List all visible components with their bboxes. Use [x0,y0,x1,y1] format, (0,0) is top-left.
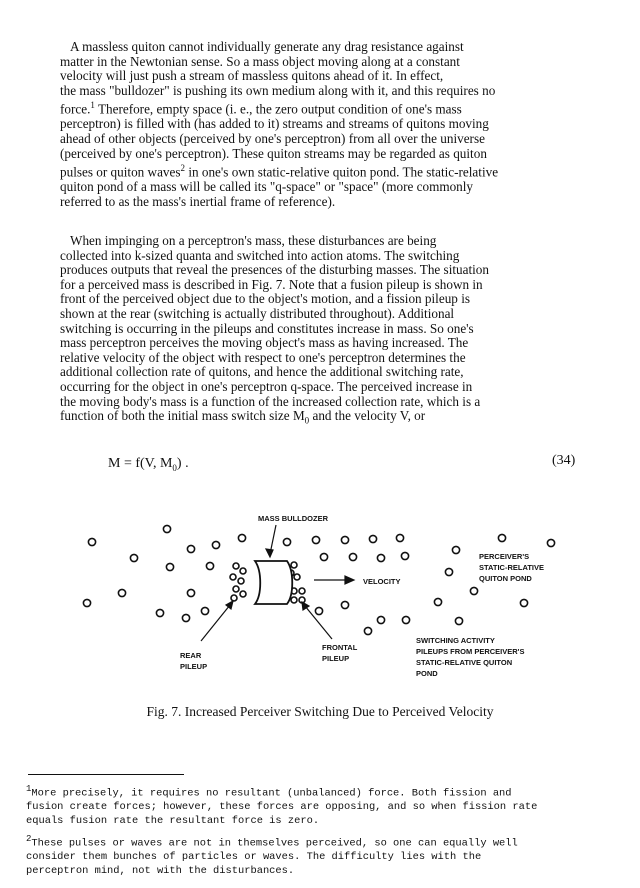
quiton-circle [434,598,441,605]
footnote-ref-1[interactable]: 1 [90,100,95,111]
text-fragment: function of both the initial mass switch size M [60,408,305,424]
quiton-circle [520,599,527,606]
quiton-circle [201,607,208,614]
quiton-circle [233,586,239,592]
quiton-circle [470,587,477,594]
text-fragment: and the velocity V, or [309,408,426,424]
text-fragment: in one's own static-relative quiton pond. The static-relative [185,164,499,180]
label-switching-activity: STATIC-RELATIVE QUITON [416,658,513,667]
mass-object-shape [255,561,292,604]
figure-7 [0,505,640,695]
quiton-circle [163,525,170,532]
subscript: 0 [172,462,177,473]
text-line: A massless quiton cannot individually generate any drag resistance against [70,39,464,54]
equation [108,456,189,473]
quiton-circle [83,599,90,606]
text-line: perceptron) is filled with (has added to it) streams and streams of quitons moving [60,116,489,132]
quiton-circle [452,546,459,553]
quiton-circle [402,616,409,623]
quiton-circle [212,541,219,548]
quiton-circle [240,568,246,574]
label-switching-activity: PILEUPS FROM PERCEIVER'S [416,647,525,656]
label-perceivers-pond: QUITON POND [479,574,532,583]
quiton-circle [118,589,125,596]
equation-text: ) . [176,456,189,471]
text-line: collected into k-sized quanta and switched into action atoms. The switching [60,247,460,263]
text-line: switching is occurring in the pileups and constitutes increase in mass. So one's [60,320,474,336]
text-fragment: force. [60,101,91,117]
footnote-mark: 2 [26,834,32,844]
quiton-circle [547,539,554,546]
quiton-circle [294,574,300,580]
quiton-circle [312,536,319,543]
text-line: relative velocity of the object with respect to one's perceptron determines the [60,349,466,365]
quiton-circle [401,552,408,559]
text-line: When impinging on a perceptron's mass, these disturbances are being [70,233,437,248]
text-line: (perceived by one's perceptron). These quiton streams may be regarded as quiton [60,145,487,161]
text-line [60,98,600,117]
label-rear-pileup: REAR [180,651,202,660]
text-fragment: Therefore, empty space (i. e., the zero output condition of one's mass [94,101,462,117]
text-fragment: pulses or quiton waves [60,164,181,180]
text-line: matter in the Newtonian sense. So a mass object moving along at a constant [60,53,460,69]
quiton-circle [320,553,327,560]
quiton-circle [206,562,213,569]
text-line: the moving body's mass is a function of the increased collection rate, which is a [60,393,481,409]
text-line: shown at the rear (switching is actually distributed throughout). Additional [60,305,455,321]
footnote-divider [28,774,184,775]
quiton-circle [377,554,384,561]
label-frontal-pileup: PILEUP [322,654,350,663]
text-line: consider them bunches of particles or waves. The difficulty lies with the [26,851,482,864]
text-line: for a perceived mass is described in Fig. 7. Note that a fusion pileup is shown in [60,276,483,292]
velocity-arrowhead [345,576,354,584]
paragraph-1 [60,40,600,209]
footnote-mark: 1 [26,784,32,794]
label-velocity: VELOCITY [363,577,401,586]
label-perceivers-pond: PERCEIVER'S [479,552,530,561]
text-line: equals fusion rate the resultant force is zero. [26,815,320,828]
text-line: ahead of other objects (perceived by one's perceptron) from all over the universe [60,130,485,146]
quiton-circle [364,627,371,634]
label-switching-activity: POND [416,669,438,678]
quiton-circle [283,538,290,545]
text-line: front of the perceived object due to the object's motion, and a fission pileup is [60,291,470,307]
quiton-circle [455,617,462,624]
frontal-pileup-pointer-line [305,606,332,639]
quiton-circle [187,545,194,552]
paragraph-2 [60,234,600,428]
text-line: occurring for the object in one's perceptron q-space. The perceived increase in [60,378,473,394]
quiton-circle [187,589,194,596]
quiton-circle [341,536,348,543]
equation-text: M = f(V, M [108,456,173,471]
quiton-circle [130,554,137,561]
text-line: perceptron mind, not with the disturbances. [26,865,295,878]
text-line [26,832,616,850]
text-line: velocity will just push a stream of massless quitons ahead of it. In effect, [60,68,444,84]
bulldozer-arrowhead [266,549,273,557]
text-fragment: More precisely, it requires no resultant (unbalanced) force. Both fission and [31,787,512,800]
subscript: 0 [304,415,310,426]
quiton-circle [445,568,452,575]
text-fragment: These pulses or waves are not in themselves perceived, so one can equally well [31,837,518,850]
label-frontal-pileup: FRONTAL [322,643,358,652]
text-line: the mass "bulldozer" is pushing its own medium along with it, and this requires no [60,82,496,98]
quiton-circle [233,563,239,569]
text-line [26,782,616,800]
quiton-circle [238,578,244,584]
quiton-circle [231,595,237,601]
quiton-circle [396,534,403,541]
label-mass-bulldozer: MASS BULLDOZER [258,514,328,523]
text-line: referred to as the mass's inertial frame of reference). [60,193,336,209]
quiton-circle [166,563,173,570]
text-line: quiton pond of a mass will be called its "q-space" or "space" (more commonly [60,179,474,195]
quiton-circle [498,534,505,541]
text-line: additional collection rate of quitons, and hence the additional switching rate, [60,364,464,380]
label-switching-activity: SWITCHING ACTIVITY [416,636,495,645]
quiton-circle [88,538,95,545]
label-perceivers-pond: STATIC-RELATIVE [479,563,544,572]
quiton-circle [341,601,348,608]
quiton-circle [377,616,384,623]
quiton-circle [240,591,246,597]
quiton-circle [299,588,305,594]
quiton-circle [291,562,297,568]
text-line [60,409,600,428]
quiton-circle [182,614,189,621]
quiton-circle [230,574,236,580]
quiton-circle [291,597,297,603]
text-line [60,161,600,180]
footnote-2 [26,832,616,878]
equation-number: (34) [552,453,576,468]
quiton-circle [238,534,245,541]
quiton-circle [156,609,163,616]
rear-pileup-pointer-line [201,605,230,641]
text-line: mass perceptron perceives the moving object's mass as having increased. The [60,335,469,351]
footnote-ref-2[interactable]: 2 [180,163,186,174]
text-line: produces outputs that reveal the presences of the disturbing masses. The situation [60,262,489,278]
text-line: fusion create forces; however, these forces are opposing, and so when fission rate [26,801,538,814]
quiton-circle [369,535,376,542]
label-rear-pileup: PILEUP [180,662,208,671]
quiton-circle [349,553,356,560]
quiton-circle [315,607,322,614]
footnote-1 [26,782,616,828]
figure-caption: Fig. 7. Increased Perceiver Switching Due to Perceived Velocity [146,704,494,719]
